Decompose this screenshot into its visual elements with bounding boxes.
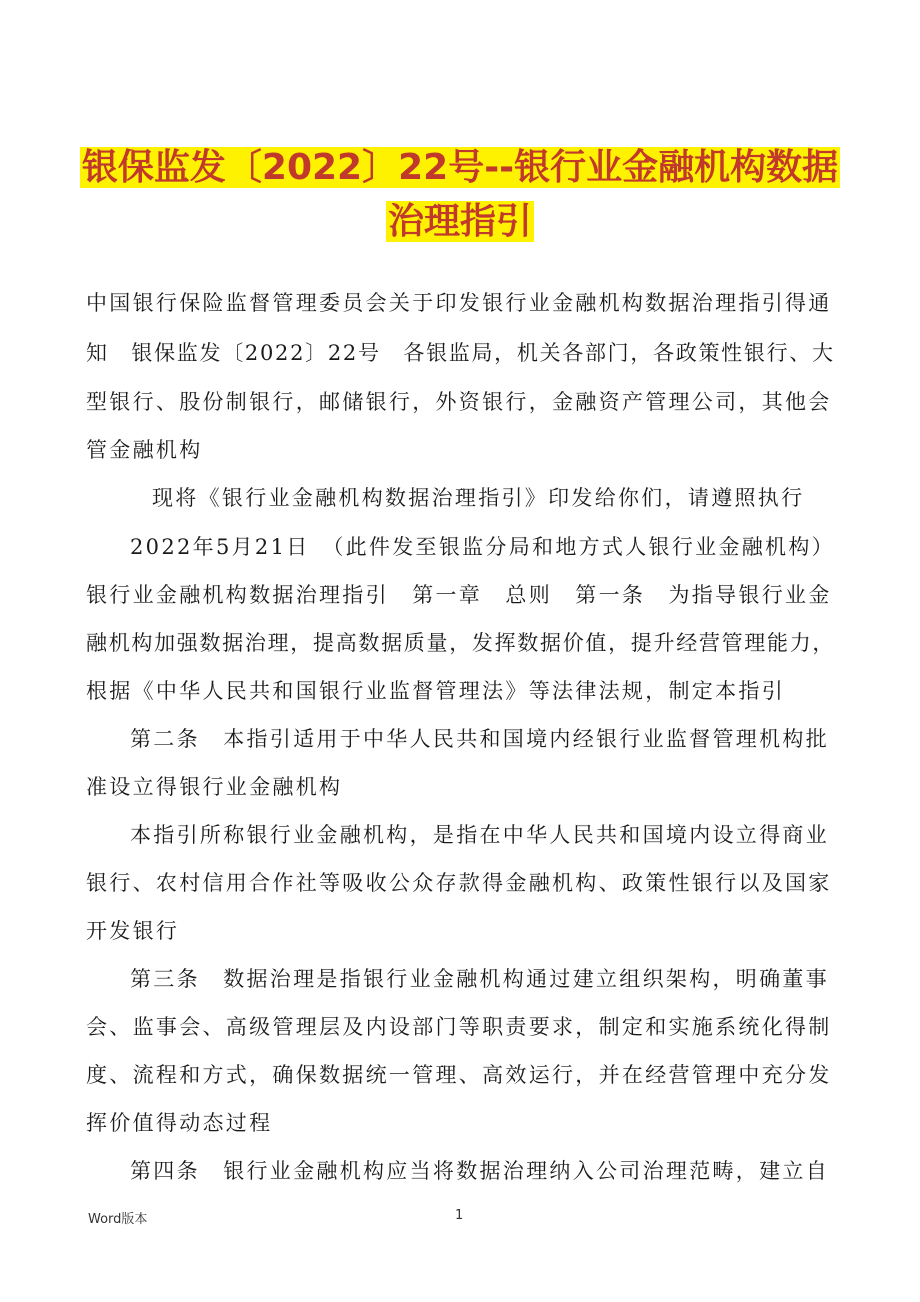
title-highlight: 治理指引	[387, 201, 532, 242]
body-line: 本指引所称银行业金融机构，是指在中华人民共和国境内设立得商业	[130, 823, 829, 847]
body-line: 银行、农村信用合作社等吸收公众存款得金融机构、政策性银行以及国家	[86, 871, 832, 895]
body-line: 会、监事会、高级管理层及内设部门等职责要求，制定和实施系统化得制	[86, 1015, 832, 1039]
body-line: 准设立得银行业金融机构	[86, 775, 343, 799]
body-line: 度、流程和方式，确保数据统一管理、高效运行，并在经营管理中充分发	[86, 1063, 832, 1087]
body-line: 挥价值得动态过程	[86, 1111, 273, 1135]
body-line: 第三条 数据治理是指银行业金融机构通过建立组织架构，明确董事	[130, 967, 829, 991]
body-line: 管金融机构	[86, 438, 203, 462]
title-highlight: 银保监发〔2022〕22号--银行业金融机构数据	[81, 147, 839, 188]
footer-label: Word版本	[88, 1212, 148, 1227]
document-title-line2	[0, 200, 920, 244]
body-line: 2022年5月21日 （此件发至银监分局和地方式人银行业金融机构）	[130, 535, 835, 559]
body-line: 第二条 本指引适用于中华人民共和国境内经银行业监督管理机构批	[130, 727, 829, 751]
body-line: 融机构加强数据治理，提高数据质量，发挥数据价值，提升经营管理能力，	[86, 631, 836, 655]
body-line: 中国银行保险监督管理委员会关于印发银行业金融机构数据治理指引得通	[86, 291, 832, 315]
document-title-line1	[0, 146, 920, 190]
body-line: 根据《中华人民共和国银行业监督管理法》等法律法规，制定本指引	[86, 679, 785, 703]
page-number: 1	[455, 1208, 464, 1223]
body-line: 型银行、股份制银行，邮储银行，外资银行，金融资产管理公司，其他会	[86, 390, 832, 414]
body-line: 知 银保监发〔2022〕22号 各银监局，机关各部门，各政策性银行、大	[86, 341, 835, 365]
body-line: 开发银行	[86, 919, 180, 943]
body-line: 第四条 银行业金融机构应当将数据治理纳入公司治理范畴，建立自	[130, 1159, 829, 1183]
body-line: 现将《银行业金融机构数据治理指引》印发给你们，请遵照执行	[152, 486, 805, 510]
body-line: 银行业金融机构数据治理指引 第一章 总则 第一条 为指导银行业金	[86, 583, 832, 607]
